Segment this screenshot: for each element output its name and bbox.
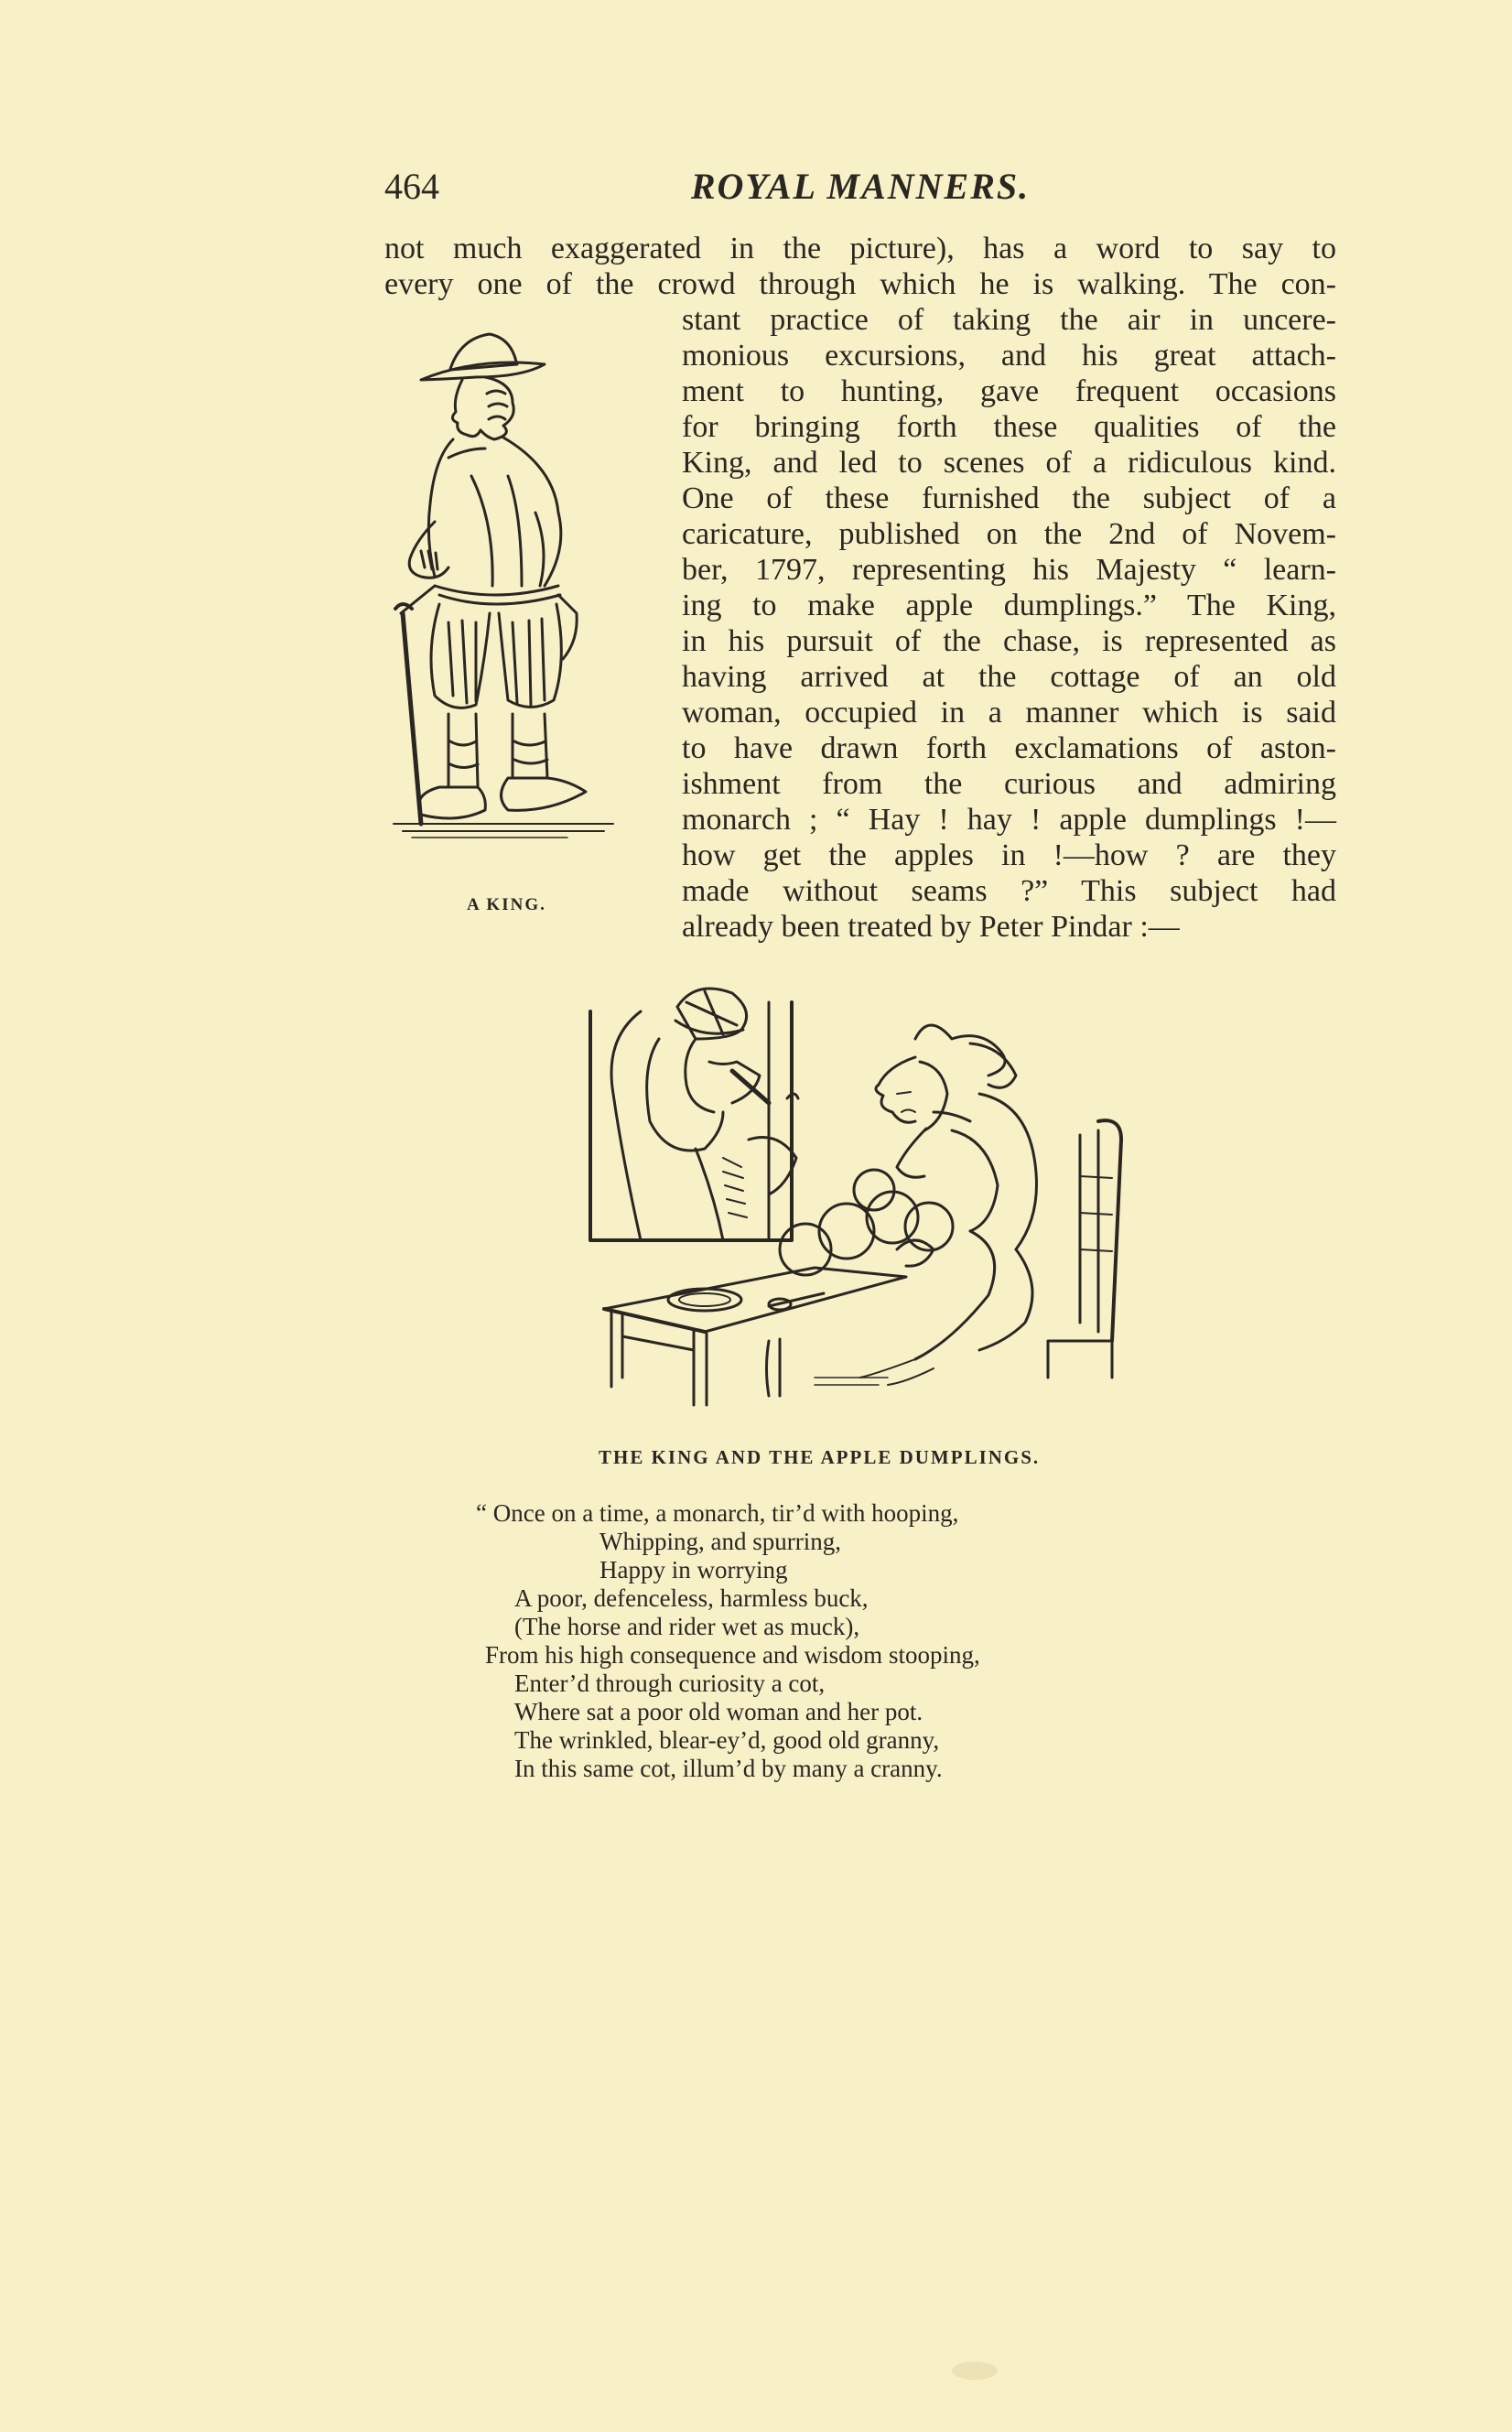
text-line: One of these furnished the subject of a <box>682 481 1336 515</box>
poem-line: A poor, defenceless, harmless buck, <box>514 1584 869 1612</box>
poem-line: (The horse and rider wet as muck), <box>514 1613 860 1640</box>
text-line: ber, 1797, representing his Majesty “ learn- <box>682 553 1336 587</box>
text-line: how get the apples in !—how ? are they <box>682 838 1336 872</box>
page-header <box>384 165 1336 211</box>
text-line: woman, occupied in a manner which is said <box>682 696 1336 730</box>
poem-line: Where sat a poor old woman and her pot. <box>514 1698 923 1725</box>
text-line: having arrived at the cottage of an old <box>682 660 1336 694</box>
poem-line: In this same cot, illum’d by many a cranny. <box>514 1755 943 1782</box>
wrapped-paragraph <box>682 302 1336 945</box>
king-caption: A KING. <box>467 895 546 914</box>
text-line: already been treated by Peter Pindar :— <box>682 910 1180 944</box>
text-line: stant practice of taking the air in uncere- <box>682 303 1336 337</box>
text-line: monious excursions, and his great attach- <box>682 339 1336 373</box>
page-number: 464 <box>384 166 439 207</box>
apple-dumplings-illustration <box>586 975 1153 1442</box>
text-line: to have drawn forth exclamations of aston- <box>682 731 1336 765</box>
opening-paragraph <box>384 231 1336 302</box>
dumplings-caption: THE KING AND THE APPLE DUMPLINGS. <box>599 1446 1041 1468</box>
text-line: caricature, published on the 2nd of Novem- <box>682 517 1336 551</box>
poem <box>458 1499 980 1783</box>
running-title: ROYAL MANNERS. <box>690 166 1031 207</box>
text-line: ing to make apple dumplings.” The King, <box>682 589 1336 622</box>
text-line: King, and led to scenes of a ridiculous kind. <box>682 446 1336 480</box>
text-line: in his pursuit of the chase, is represented as <box>682 624 1336 658</box>
poem-line: Happy in worrying <box>599 1556 788 1584</box>
text-line: not much exaggerated in the picture), has a word to say to <box>384 232 1336 265</box>
text-line: for bringing forth these qualities of the <box>682 410 1336 444</box>
text-line: every one of the crowd through which he is walking. The con- <box>384 267 1336 301</box>
poem-line: Whipping, and spurring, <box>599 1528 841 1555</box>
paper-stain <box>952 2362 998 2380</box>
text-line: made without seams ?” This subject had <box>682 874 1336 908</box>
poem-line: Enter’d through curiosity a cot, <box>514 1670 826 1697</box>
text-line: monarch ; “ Hay ! hay ! apple dumplings !— <box>682 803 1336 837</box>
king-illustration <box>384 311 650 888</box>
poem-line: “ Once on a time, a monarch, tir’d with hooping, <box>476 1499 959 1527</box>
text-line: ment to hunting, gave frequent occasions <box>682 374 1336 408</box>
text-line: ishment from the curious and admiring <box>682 767 1336 801</box>
poem-line: The wrinkled, blear-ey’d, good old granny, <box>514 1726 940 1754</box>
poem-line: From his high consequence and wisdom stooping, <box>485 1641 980 1669</box>
